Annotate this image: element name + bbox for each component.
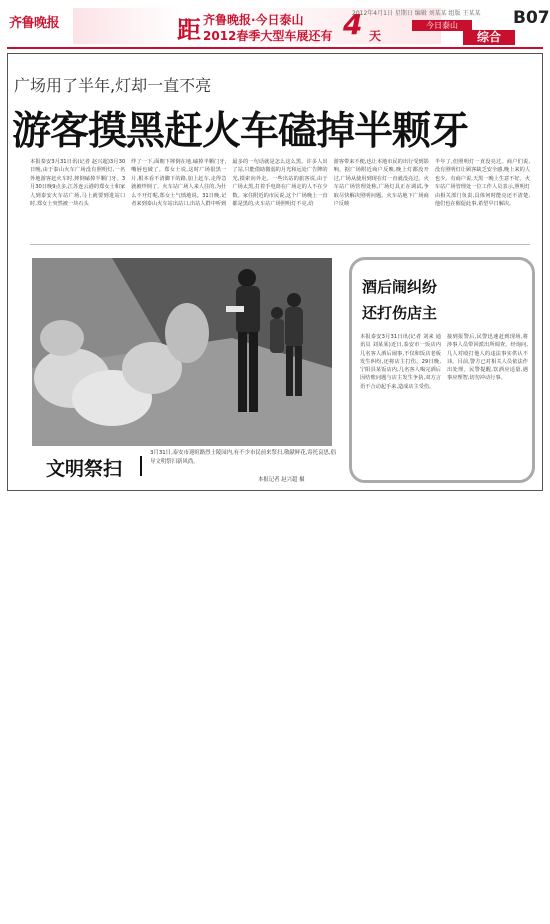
article-headline: 游客摸黑赶火车磕掉半颗牙 bbox=[12, 109, 469, 154]
side-story-title-line2: 还打伤店主 bbox=[362, 304, 438, 322]
masthead bbox=[7, 6, 550, 46]
countdown-number: 4 bbox=[343, 8, 363, 41]
article-column: 游客带来不便,也让本地市民的出行受到影响。据广场附近商户反映,晚上灯都没开过,广场从使用到现在灯一直就没亮过。火车站广场管理处称,广场灯具正在调试,争取尽快解决照明问题。火车站地下广场商户反映 bbox=[333, 159, 429, 208]
article-column: 绊了一下,面朝下摔倒在地,磕掉半颗门牙,嘴唇也破了。郑女士说,这时广场很黑一片,根本看不清脚下的路,加上赶车,走得急就被绊倒了。火车站广场人来人往的,为什么不开灯呢,郑女士气愤地说。31日晚,记者来到泰山火车站出站口,出站人群中听到 bbox=[131, 159, 227, 208]
dateline: 2012年4月1日 星期日 编辑 刘某某 组版 王某某 bbox=[352, 10, 481, 17]
countdown-unit: 天 bbox=[369, 29, 382, 43]
news-photo bbox=[32, 258, 332, 446]
photo-caption: 3月31日,泰安市迎暄路烈士陵园内,有不少市民前来祭扫,敬献鲜花,寄托哀思,倡导文明祭扫新风尚。 bbox=[150, 450, 336, 465]
photo-illustration bbox=[32, 258, 332, 446]
newspaper-logo bbox=[7, 6, 71, 46]
photo-caption-title: 文明祭扫 bbox=[46, 458, 123, 480]
article-kicker: 广场用了半年,灯却一直不亮 bbox=[14, 76, 212, 95]
photo-credit: 本报记者 赵兴超 摄 bbox=[258, 477, 305, 483]
section-divider bbox=[30, 244, 530, 245]
section-badge: 综合 bbox=[463, 30, 515, 45]
masthead-rule bbox=[7, 47, 543, 49]
side-story-column: 接到报警后,民警迅速赶到现场,将涉事人员带回派出所调查。经询问,几人对殴打他人的违法事实供认不讳。目前,警方已对相关人员依法作出处理。民警提醒,饮酒应适量,遇事应理智,切勿冲动行事。 bbox=[447, 334, 528, 382]
article-column: 半年了,但照明灯一直没亮过。商户们说,没有照明灯让顾客缺乏安全感,晚上来的人也少。有商户说,天黑一晚上生意不好。火车站广场管理处一位工作人员表示,照明灯由相关部门负责,具体何时能亮还不清楚,他们也在催促此事,希望早日解决。 bbox=[434, 159, 531, 208]
article-body bbox=[30, 158, 530, 248]
caption-divider bbox=[140, 456, 142, 476]
countdown-ju: 距 bbox=[177, 15, 201, 44]
article-column: 本报泰安3月31日讯(记者 赵兴超)3月30日晚,由于泰山火车广场没有照明灯,一名外地游客赶火车时,摔倒磕掉半颗门牙。3月30日晚9点多,江苏连云港的郑女士和家人到泰安火车站广场,马上就要到进站口时,郑女士突然被一块石头 bbox=[30, 159, 126, 208]
side-story-body bbox=[360, 333, 528, 473]
page-number: B07 bbox=[513, 8, 550, 28]
countdown-line2: 2012春季大型车展还有 bbox=[203, 29, 333, 43]
side-story-title-line1: 酒后闹纠纷 bbox=[362, 278, 438, 296]
city-badge: 今日泰山 bbox=[412, 20, 472, 31]
countdown-line1: 齐鲁晚报·今日泰山 bbox=[203, 13, 304, 27]
article-column: 最多的一句话就是怎么这么黑。许多人出了站,只能借助微弱的月光和远处广告牌的光,摸索向外走。一些出站的旅客说,由于广场太黑,打着手电筒在广场走的人不在少数。家住附近的市民说,这个广场晚上一直都是黑的,火车站广场照明灯不亮,给 bbox=[232, 159, 328, 208]
logo-text: 齐鲁晚报 bbox=[9, 16, 60, 31]
side-story-column: 本报泰安3月31日讯(记者 刘来 通讯员 刘某某)近日,泰安市一饭店内几名客人酒后闹事,不仅和饭店老板发生纠纷,还将店主打伤。29日晚,宁阳县某饭店内,几名客人喝完酒后因结账问题与店主发生争执,双方言语不合动起手来,造成店主受伤。 bbox=[360, 334, 441, 390]
